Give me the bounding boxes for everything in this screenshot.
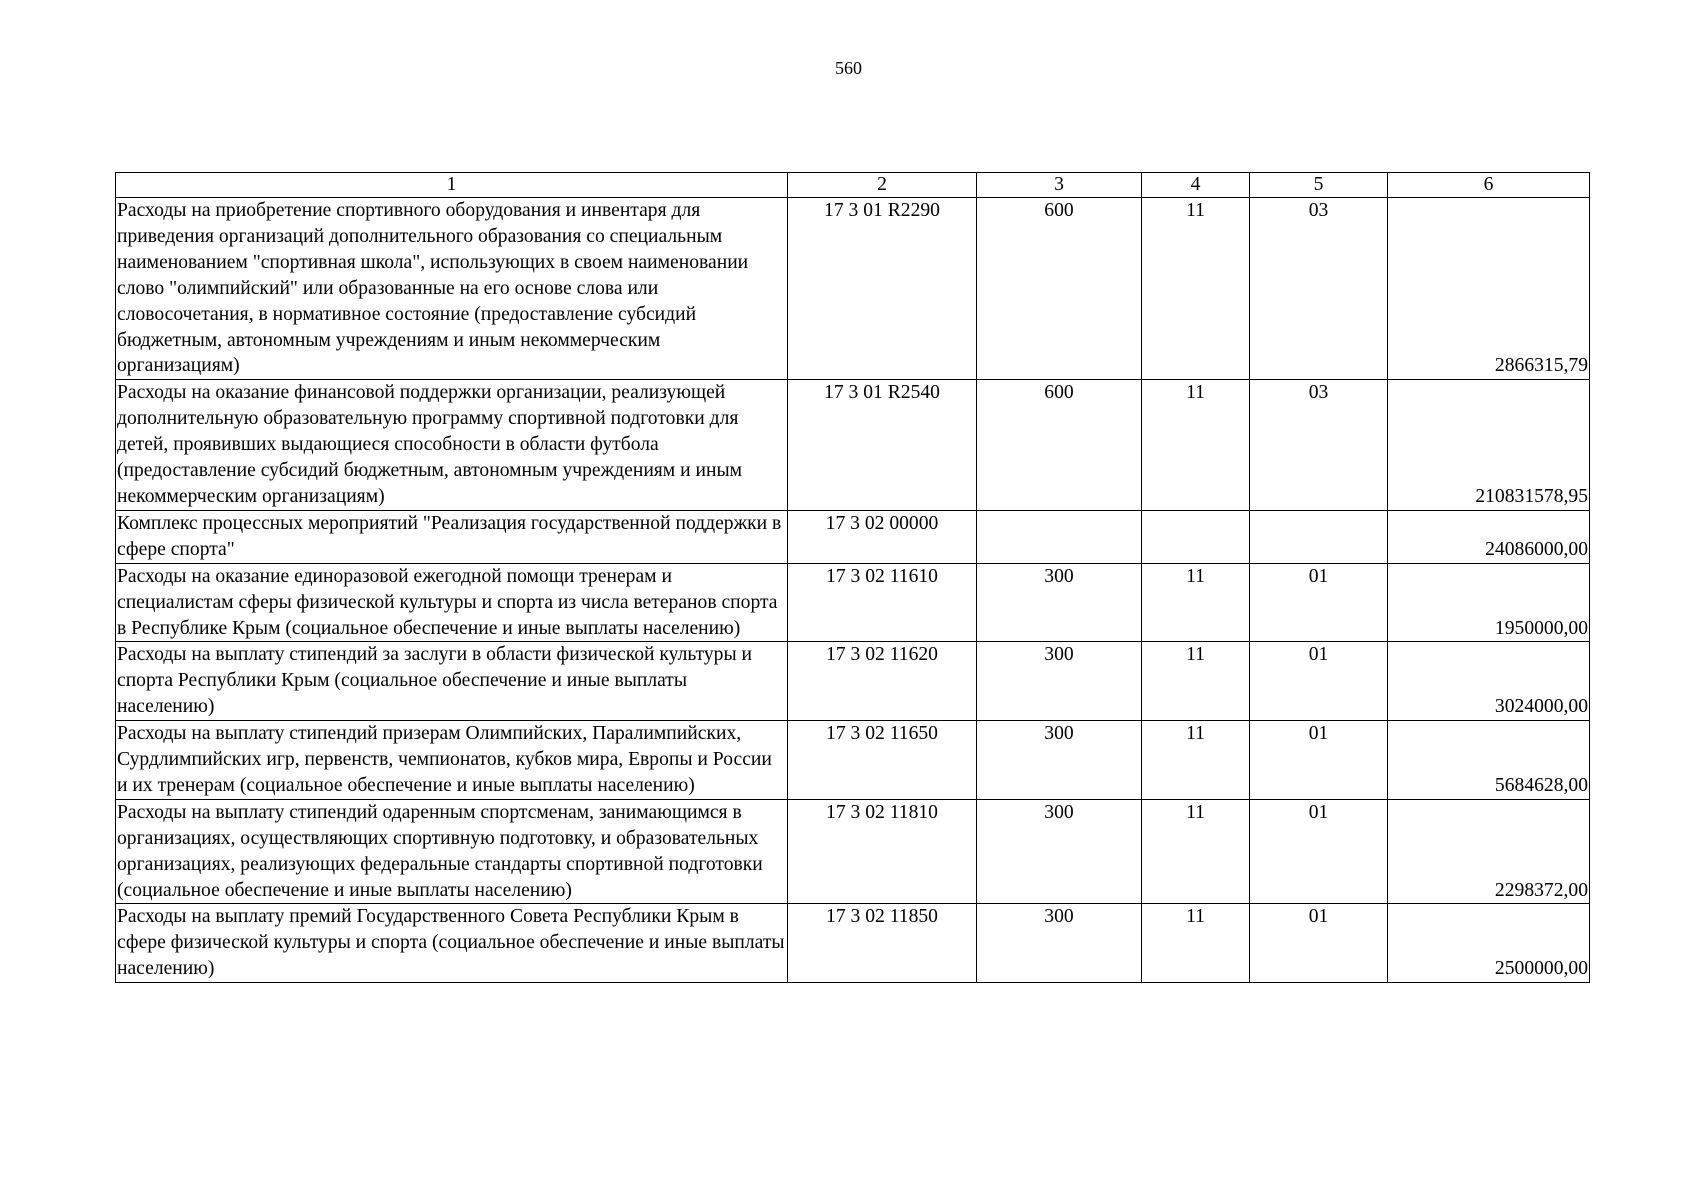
row-column-4: 11 <box>1142 563 1250 642</box>
table-row <box>116 721 1590 800</box>
row-column-5: 01 <box>1250 721 1388 800</box>
budget-table <box>115 172 1590 983</box>
row-description: Расходы на оказание финансовой поддержки организации, реализующей дополнительную образовательную программу спортивной подготовки для детей, проявивших выдающиеся способности в области футбола (предоставление субсидий бюджетным, автономным учреждениям и иным некоммерческим организациям) <box>116 380 788 511</box>
row-column-4: 11 <box>1142 904 1250 983</box>
row-amount: 2866315,79 <box>1388 198 1590 380</box>
row-description: Расходы на выплату стипендий за заслуги в области физической культуры и спорта Республики Крым (социальное обеспечение и иные выплаты населению) <box>116 642 788 721</box>
row-description: Расходы на оказание единоразовой ежегодной помощи тренерам и специалистам сферы физической культуры и спорта из числа ветеранов спорта в Республике Крым (социальное обеспечение и иные выплаты населению) <box>116 563 788 642</box>
row-amount: 210831578,95 <box>1388 380 1590 511</box>
row-amount: 3024000,00 <box>1388 642 1590 721</box>
column-header: 1 <box>116 173 788 198</box>
row-column-5: 03 <box>1250 198 1388 380</box>
row-description: Расходы на выплату стипендий одаренным спортсменам, занимающимся в организациях, осуществляющих спортивную подготовку, и образовательных организациях, реализующих федеральные стандарты спортивной подготовки (социальное обеспечение и иные выплаты населению) <box>116 799 788 904</box>
row-column-3: 300 <box>977 563 1142 642</box>
row-amount: 2500000,00 <box>1388 904 1590 983</box>
table-row <box>116 198 1590 380</box>
row-description: Расходы на приобретение спортивного оборудования и инвентаря для приведения организаций дополнительного образования со специальным наименованием "спортивная школа", использующих в своем наименовании слово "олимпийский" или образованные на его основе слова или словосочетания, в нормативное состояние (предоставление субсидий бюджетным, автономным учреждениям и иным некоммерческим организациям) <box>116 198 788 380</box>
row-column-3: 300 <box>977 799 1142 904</box>
row-amount: 24086000,00 <box>1388 510 1590 563</box>
table-row <box>116 563 1590 642</box>
table-row <box>116 510 1590 563</box>
row-amount: 1950000,00 <box>1388 563 1590 642</box>
row-target-code: 17 3 01 R2540 <box>788 380 977 511</box>
table-row <box>116 380 1590 511</box>
table-row <box>116 799 1590 904</box>
row-column-5 <box>1250 510 1388 563</box>
row-column-4: 11 <box>1142 198 1250 380</box>
column-header: 5 <box>1250 173 1388 198</box>
row-target-code: 17 3 02 11620 <box>788 642 977 721</box>
row-target-code: 17 3 02 00000 <box>788 510 977 563</box>
row-column-4: 11 <box>1142 642 1250 721</box>
row-column-5: 01 <box>1250 563 1388 642</box>
column-header: 3 <box>977 173 1142 198</box>
row-column-4: 11 <box>1142 721 1250 800</box>
row-column-3: 600 <box>977 198 1142 380</box>
row-column-3: 600 <box>977 380 1142 511</box>
row-column-5: 01 <box>1250 799 1388 904</box>
row-description: Комплекс процессных мероприятий "Реализация государственной поддержки в сфере спорта" <box>116 510 788 563</box>
table-header-row <box>116 173 1590 198</box>
row-column-4: 11 <box>1142 380 1250 511</box>
row-target-code: 17 3 02 11610 <box>788 563 977 642</box>
table-row <box>116 904 1590 983</box>
row-amount: 5684628,00 <box>1388 721 1590 800</box>
row-target-code: 17 3 02 11650 <box>788 721 977 800</box>
row-target-code: 17 3 01 R2290 <box>788 198 977 380</box>
row-amount: 2298372,00 <box>1388 799 1590 904</box>
row-column-3: 300 <box>977 642 1142 721</box>
row-column-3: 300 <box>977 904 1142 983</box>
row-target-code: 17 3 02 11850 <box>788 904 977 983</box>
row-column-5: 01 <box>1250 904 1388 983</box>
row-column-3: 300 <box>977 721 1142 800</box>
table-row <box>116 642 1590 721</box>
column-header: 2 <box>788 173 977 198</box>
row-column-4 <box>1142 510 1250 563</box>
row-description: Расходы на выплату премий Государственного Совета Республики Крым в сфере физической культуры и спорта (социальное обеспечение и иные выплаты населению) <box>116 904 788 983</box>
row-column-5: 03 <box>1250 380 1388 511</box>
row-description: Расходы на выплату стипендий призерам Олимпийских, Паралимпийских, Сурдлимпийских игр, первенств, чемпионатов, кубков мира, Европы и России и их тренерам (социальное обеспечение и иные выплаты населению) <box>116 721 788 800</box>
row-target-code: 17 3 02 11810 <box>788 799 977 904</box>
page-number: 560 <box>835 58 862 78</box>
column-header: 4 <box>1142 173 1250 198</box>
column-header: 6 <box>1388 173 1590 198</box>
row-column-5: 01 <box>1250 642 1388 721</box>
row-column-4: 11 <box>1142 799 1250 904</box>
row-column-3 <box>977 510 1142 563</box>
